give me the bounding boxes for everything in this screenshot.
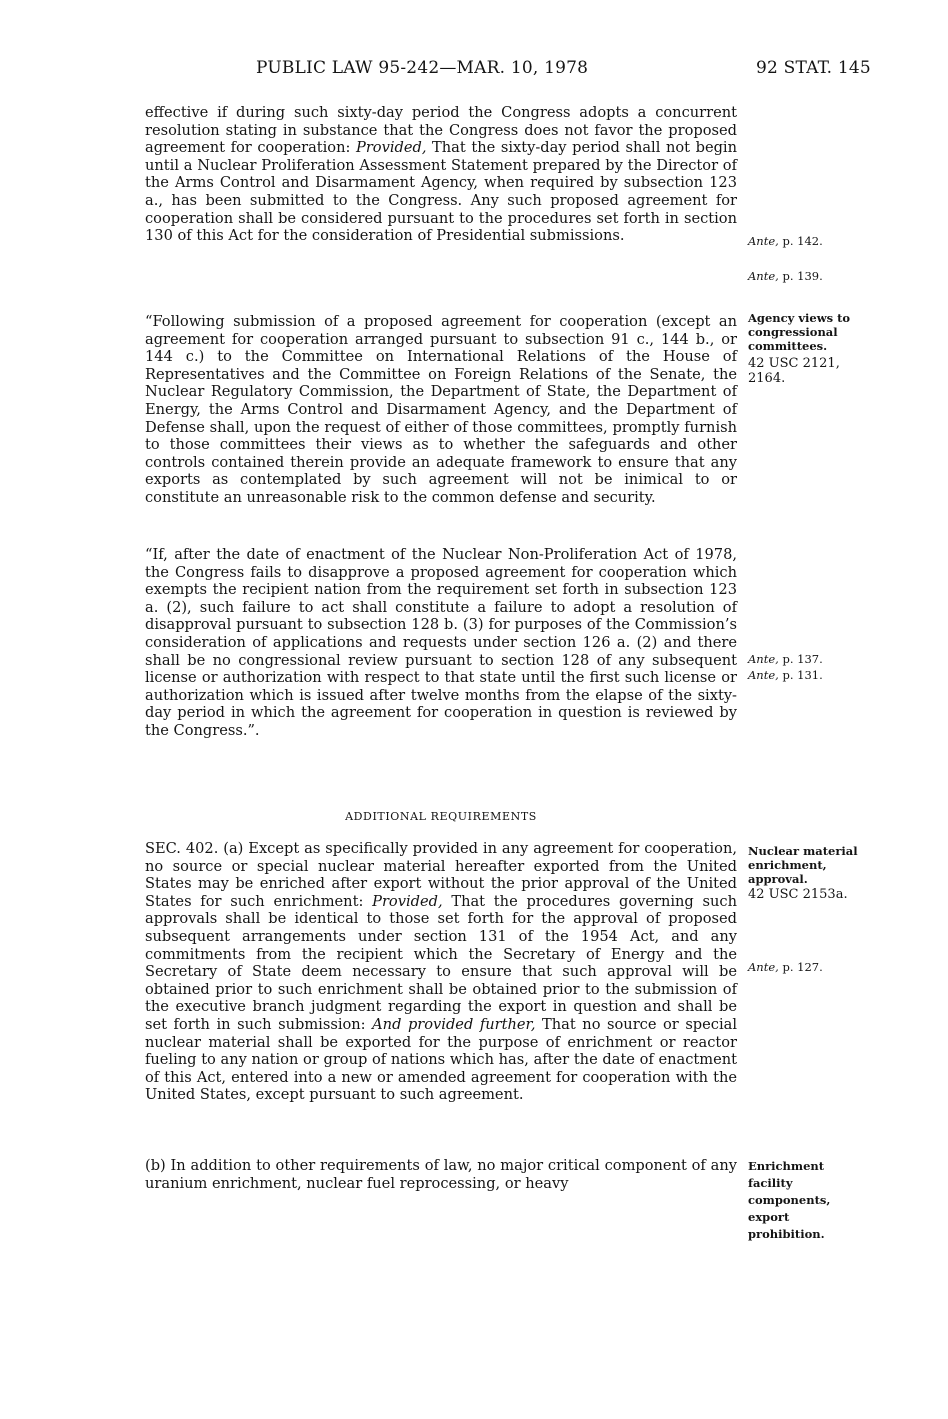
margin-note-agency-views	[748, 311, 878, 353]
margin-citation	[748, 652, 878, 666]
section-402-a	[145, 840, 737, 1104]
ante: Ante,	[748, 234, 779, 248]
margin-usc-citation	[748, 356, 878, 386]
statute-page-number: 92 STAT. 145	[756, 58, 871, 78]
section-402-b	[145, 1157, 737, 1192]
ante: Ante,	[748, 652, 779, 666]
page: p. 139.	[778, 269, 823, 283]
text: That the sixty-day period shall not begin until a Nuclear Proliferation Assessment Statement prepared by the Director of the Arms Control and Disarmament Agency, when required by subsection 123 a., has been submitted to the Congress. Any such proposed agreement for cooperation shall be considered pursuant to the procedures set forth in section 130 of this Act for the consideration of Presidential submissions.	[145, 139, 737, 245]
paragraph-agency-views	[145, 313, 737, 507]
text: (a) Except as specifically provided in any agreement for cooperation, no source or special nuclear material hereafter exported from the United States may be enriched after export without the prior approval of the United States for such enrichment:	[145, 840, 737, 910]
text: That no source or special nuclear material shall be exported for the purpose of enrichment or reactor fueling to any nation or group of nations which has, after the date of enactment of this Act, entered into a new or amended agreement for cooperation with the United States, except pursuant to such agreement.	[145, 1015, 737, 1104]
note-line: prohibition.	[748, 1227, 825, 1241]
paragraph-failure-to-disapprove	[145, 546, 737, 740]
margin-note-enrichment-facility	[748, 1158, 878, 1243]
margin-citation	[748, 668, 878, 682]
note-line: Agency views to	[748, 311, 851, 325]
note-line: 2164.	[748, 371, 786, 386]
ante: Ante,	[748, 269, 779, 283]
proviso-term: Provided,	[356, 139, 427, 157]
proviso-term: And provided further,	[372, 1015, 536, 1033]
margin-note-nuclear-material	[748, 844, 878, 886]
text: That the procedures governing such approvals shall be identical to those set forth for the approval of proposed subsequent arrangements under section 131 of the 1954 Act, and any commitments from the recipient which the Secretary of Energy and the Secretary of State deem necessary to ensure that such approval will be obtained prior to such enrichment shall be obtained prior to the submission of the executive branch judgment regarding the export in question and shall be set forth in such submission:	[145, 892, 737, 1033]
note-line: Nuclear material	[748, 844, 858, 858]
note-line: enrichment,	[748, 858, 827, 872]
proviso-term: Provided,	[372, 892, 443, 910]
margin-citation	[748, 269, 878, 283]
page: p. 137.	[778, 652, 823, 666]
note-line: export	[748, 1210, 790, 1224]
running-head: PUBLIC LAW 95-242—MAR. 10, 1978	[256, 58, 589, 78]
paragraph-continuation	[145, 104, 737, 245]
note-line: congressional	[748, 325, 838, 339]
margin-usc-citation: 42 USC 2153a.	[748, 887, 848, 902]
paragraph-text: “If, after the date of enactment of the Nuclear Non-Proliferation Act of 1978, the Congress fails to disapprove a proposed agreement for cooperation which exempts the recipient nation from the requirement set forth in subsection 123 a. (2), such failure to act shall constitute a failure to adopt a resolution of disapproval pursuant to subsection 128 b. (3) for purposes of the Commission’s consideration of applications and requests under section 126 a. (2) and there shall be no congressional review pursuant to section 128 of any subsequent license or authorization with respect to that state until the first such license or authorization which is issued after twelve months from the elapse of the sixty-day period in which the agreement for cooperation in question is reviewed by the Congress.”.	[145, 546, 737, 739]
note-line: facility	[748, 1176, 793, 1190]
margin-citation	[748, 960, 878, 974]
ante: Ante,	[748, 668, 779, 682]
note-line: components,	[748, 1193, 831, 1207]
paragraph-text: “Following submission of a proposed agreement for cooperation (except an agreement for cooperation arranged pursuant to subsection 91 c., 144 b., or 144 c.) to the Committee on International Relations of the House of Representatives and the Committee on Foreign Relations of the Senate, the Nuclear Regulatory Commission, the Department of State, the Department of Energy, the Arms Control and Disarmament Agency, and the Department of Defense shall, upon the request of either of those committees, promptly furnish to those committees their views as to whether the safeguards and other controls contained therein provide an adequate framework to ensure that any exports as contemplated by such agreement will not be inimical to or constitute an unreasonable risk to the common defense and security.	[145, 313, 737, 506]
note-line: committees.	[748, 339, 828, 353]
page: p. 142.	[778, 234, 823, 248]
note-line: 42 USC 2121,	[748, 356, 840, 371]
note-line: approval.	[748, 872, 808, 886]
text: effective if during such sixty-day period the Congress adopts a concurrent resolution stating in substance that the Congress does not favor the proposed agreement for cooperation:	[145, 104, 737, 157]
section-heading: ADDITIONAL REQUIREMENTS	[345, 810, 537, 823]
note-line: Enrichment	[748, 1159, 825, 1173]
page: p. 131.	[778, 668, 823, 682]
ante: Ante,	[748, 960, 779, 974]
margin-citation	[748, 234, 878, 248]
page: p. 127.	[778, 960, 823, 974]
section-label: SEC. 402.	[145, 840, 219, 857]
paragraph-text: (b) In addition to other requirements of law, no major critical component of any uranium enrichment, nuclear fuel reprocessing, or heavy	[145, 1157, 737, 1192]
